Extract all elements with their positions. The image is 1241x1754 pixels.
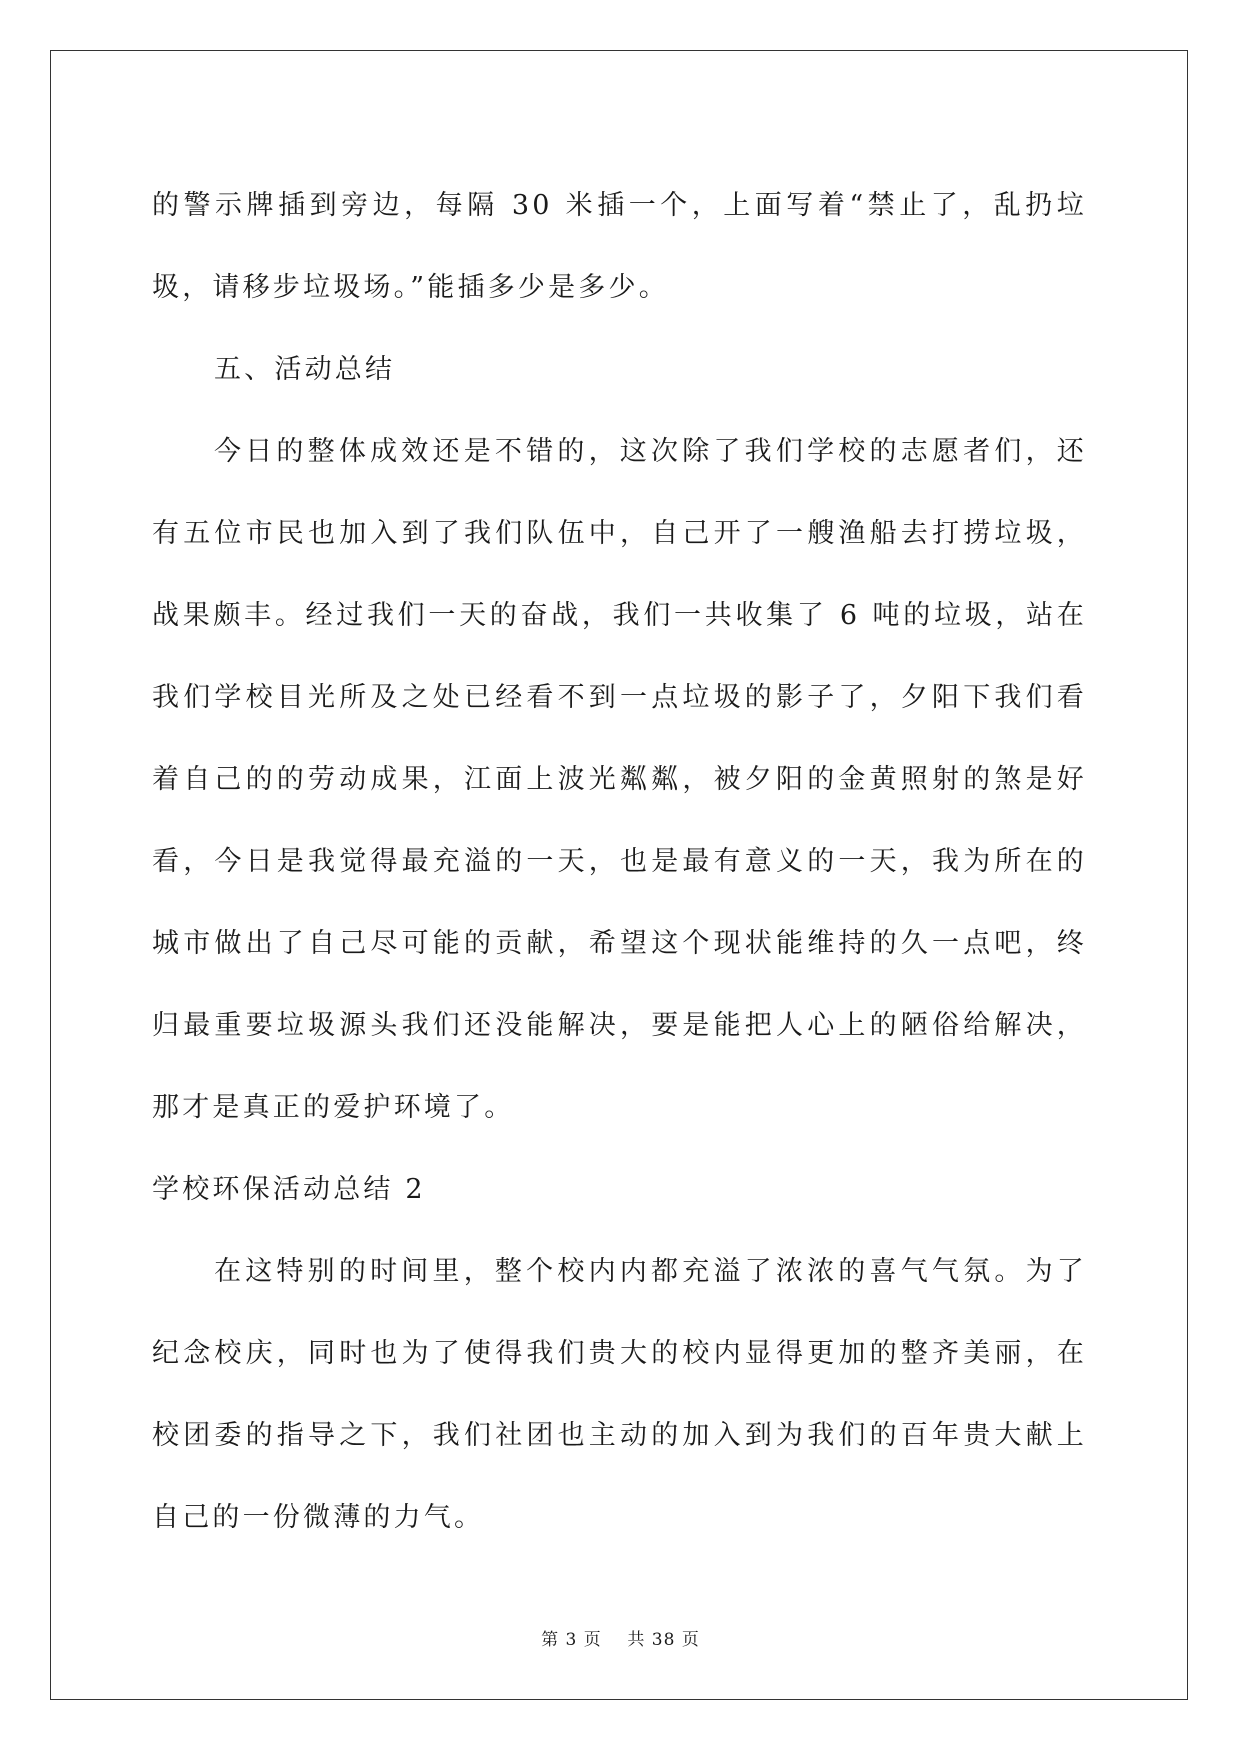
paragraph-anniversary: 在这特别的时间里，整个校内内都充溢了浓浓的喜气气氛。为了纪念校庆，同时也为了使得我们贵大的校内显得更加的整齐美丽，在校团委的指导之下，我们社团也主动的加入到为我们的百年贵大献上自己的一份微薄的力气。 [152, 1256, 1087, 1533]
page-number-footer: 第 3 页 共 38 页 [541, 1630, 700, 1650]
paragraph-summary-results: 今日的整体成效还是不错的，这次除了我们学校的志愿者们，还有五位市民也加入到了我们队伍中，自己开了一艘渔船去打捞垃圾，战果颇丰。经过我们一天的奋战，我们一共收集了 6 吨的垃圾，站在我们学校目光所及之处已经看不到一点垃圾的影子了，夕阳下我们看着自己的的劳动成果，江面上波光粼粼，被夕阳的金黄照射的煞是好看，今日是我觉得最充溢的一天，也是最有意义的一天，我为所在的城市做出了自己尽可能的贡献，希望这个现状能维持的久一点吧，终归最重要垃圾源头我们还没能解决，要是能把人心上的陋俗给解决，那才是真正的爱护环境了。 [152, 436, 1087, 1123]
document-body [152, 165, 1087, 1559]
section-heading-activity-summary: 五、活动总结 [214, 354, 396, 385]
article-title-summary-2: 学校环保活动总结 2 [152, 1174, 426, 1205]
paragraph-warning-signs: 的警示牌插到旁边，每隔 30 米插一个，上面写着“禁止了，乱扔垃圾，请移步垃圾场。”能插多少是多少。 [152, 190, 1087, 303]
